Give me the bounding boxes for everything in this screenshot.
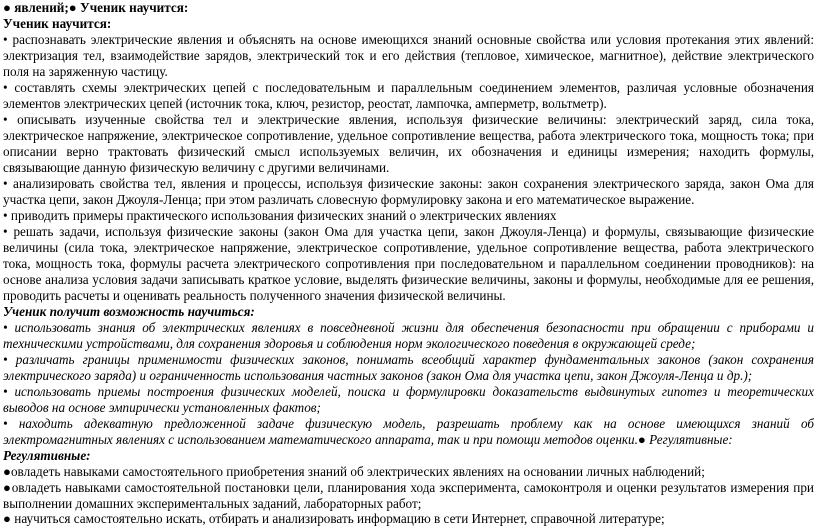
doc-line: ● явлений;● Ученик научится: <box>3 0 189 15</box>
doc-line: электрическое напряжение, электрическое сопротивление, удельное сопротивление вещества, работа электрического тока, мощность тока; при <box>3 128 814 143</box>
doc-line: элементов электрических цепей (источник тока, ключ, резистор, реостат, лампочка, амперметр, вольтметр). <box>3 96 607 111</box>
doc-line: величины (сила тока, электрическое напряжение, электрическое сопротивление, удельное сопротивление вещества, работа электрического <box>3 240 814 255</box>
doc-line: техническими устройствами, для сохранения здоровья и соблюдения норм экологического поведения в окружающей среде; <box>3 336 696 351</box>
doc-line: описании верно трактовать физический смысл используемых величин, их обозначения и единицы измерения; находить формулы, <box>3 144 814 159</box>
doc-line: поля на заряженную частицу. <box>3 64 168 79</box>
doc-line: выводов на основе эмпирически установленных фактов; <box>3 400 321 415</box>
doc-line: основе анализа условия задачи записывать краткое условие, выделять физические величины, законы и формулы, необходимые для ее решения, <box>3 272 814 287</box>
doc-line: связывающие данную физическую величину с другими величинами. <box>3 160 390 175</box>
doc-line: • приводить примеры практического использования физических знаний о электрических явлениях <box>3 208 557 223</box>
doc-line: ●овладеть навыками самостоятельного приобретения знаний об электрических явлениях на основании личных наблюдений; <box>3 464 705 479</box>
doc-line: • находить адекватную предложенной задаче физическую модель, разрешать проблему как на основе имеющихся знаний об <box>3 416 814 431</box>
doc-heading-opportunity: Ученик получит возможность научиться: <box>3 304 255 319</box>
doc-line: электризация тел, взаимодействие зарядов, электрический ток и его действия (тепловое, химическое, магнитное), действие электрического <box>3 48 814 63</box>
doc-line: • решать задачи, используя физические законы (закон Ома для участка цепи, закон Джоуля-Ленца) и формулы, связывающие физические <box>3 224 814 239</box>
doc-line: электрического заряда) и ограниченность использования частных законов (закон Ома для участка цепи, закон Джоуля-Ленца и др.); <box>3 368 753 383</box>
doc-line: ● научиться самостоятельно искать, отбирать и анализировать информацию в сети Интернет, справочной литературе; <box>3 511 665 526</box>
doc-line: ●овладеть навыками самостоятельной постановки цели, планирования хода эксперимента, самоконтроля и оценки результатов измерения при <box>3 480 814 495</box>
doc-heading-student-will-learn: Ученик научится: <box>3 16 112 31</box>
doc-line: тока, мощность тока, формулы расчета электрического сопротивления при последовательном и параллельном соединении проводников): на <box>3 256 814 271</box>
doc-line: • анализировать свойства тел, явления и процессы, используя физические законы: закон сохранения электрического заряда, закон Ома для <box>3 176 814 191</box>
doc-line: участка цепи, закон Джоуля-Ленца; при этом различать словесную формулировку закона и его математическое выражение. <box>3 192 695 207</box>
doc-heading-regulatory: Регулятивные: <box>3 448 91 463</box>
doc-line: выполнении домашних экспериментальных заданий, лабораторных работ; <box>3 496 422 511</box>
doc-line: • использовать приемы построения физических моделей, поиска и формулировки доказательств выдвинутых гипотез и теоретических <box>3 384 814 399</box>
doc-line: • распознавать электрические явления и объяснять на основе имеющихся знаний основные свойства или условия протекания этих явлений: <box>3 32 814 47</box>
doc-line: • описывать изученные свойства тел и электрические явления, используя физические величины: электрический заряд, сила тока, <box>3 112 814 127</box>
doc-line: • составлять схемы электрических цепей с последовательным и параллельным соединением элементов, различая условные обозначения <box>3 80 814 95</box>
doc-line: • различать границы применимости физических законов, понимать всеобщий характер фундаментальных законов (закон сохранения <box>3 352 814 367</box>
doc-line: проводить расчеты и оценивать реальность полученного значения физической величины. <box>3 288 506 303</box>
doc-line: • использовать знания об электрических явлениях в повседневной жизни для обеспечения безопасности при обращении с приборами и <box>3 320 814 335</box>
doc-line: электромагнитных явлениях с использованием математического аппарата, так и при помощи методов оценки.● Регулятивные: <box>3 432 733 447</box>
